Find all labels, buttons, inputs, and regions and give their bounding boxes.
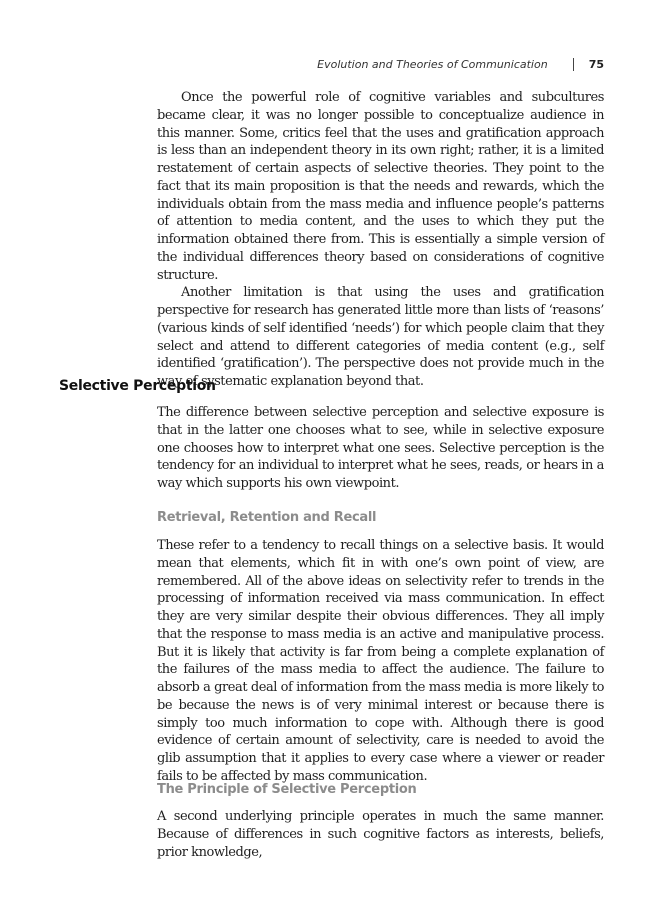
section-heading: Selective Perception (59, 378, 216, 394)
subheading-retrieval: Retrieval, Retention and Recall (157, 510, 377, 525)
running-head (317, 58, 604, 71)
intro-paragraph-2: Another limitation is that using the uses and gratification perspective for research has generated little more than lists of ‘reasons’ (various kinds of self identified ‘needs’) for which people claim that they select and attend to different categories of media content (e.g., self identified ‘gratification’). The perspective does not provide much in the way of systematic explanation beyond that. (157, 285, 604, 389)
retrieval-text (157, 537, 604, 786)
retrieval-paragraph: These refer to a tendency to recall things on a selective basis. It would mean that elements, which fit in with one’s own point of view, are remembered. All of the above ideas on selectivity refer to trends in the processing of information received via mass communication. In effect they are very similar despite their obvious differences. They all imply that the response to mass media is an active and manipulative process. But it is likely that activity is far from being a complete explanation of the failures of the mass media to affect the audience. The failure to absorb a great deal of information from the mass media is more likely to be because the news is of very minimal interest or because there is simply too much information to cope with. Although there is good evidence of certain amount of selectivity, care is needed to avoid the glib assumption that it applies to every case where a viewer or reader fails to be affected by mass communication. (157, 538, 604, 784)
page-number: 75 (588, 58, 604, 71)
section-text (157, 404, 604, 493)
principle-text (157, 808, 604, 861)
subheading-principle: The Principle of Selective Perception (157, 782, 417, 797)
intro-text (157, 89, 604, 391)
intro-paragraph-1: Once the powerful role of cognitive variables and subcultures became clear, it was no longer possible to conceptualize audience in this manner. Some, critics feel that the uses and gratification approach is less than an independent theory in its own right; rather, it is a limited restatement of certain aspects of selective theories. They point to the fact that its main proposition is that the needs and rewards, which the individuals obtain from the mass media and influence people’s patterns of attention to media content, and the uses to which they put the information obtained there from. This is essentially a simple version of the individual differences theory based on considerations of cognitive structure. (157, 90, 604, 283)
principle-paragraph: A second underlying principle operates in much the same manner. Because of differences in such cognitive factors as interests, beliefs, prior knowledge, (157, 809, 604, 860)
header-divider (573, 58, 574, 71)
section-paragraph: The difference between selective perception and selective exposure is that in the latter one chooses what to see, while in selective exposure one chooses how to interpret what one sees. Selective perception is the tendency for an individual to interpret what he sees, reads, or hears in a way which supports his own viewpoint. (157, 405, 604, 491)
running-title: Evolution and Theories of Communication (317, 58, 548, 71)
